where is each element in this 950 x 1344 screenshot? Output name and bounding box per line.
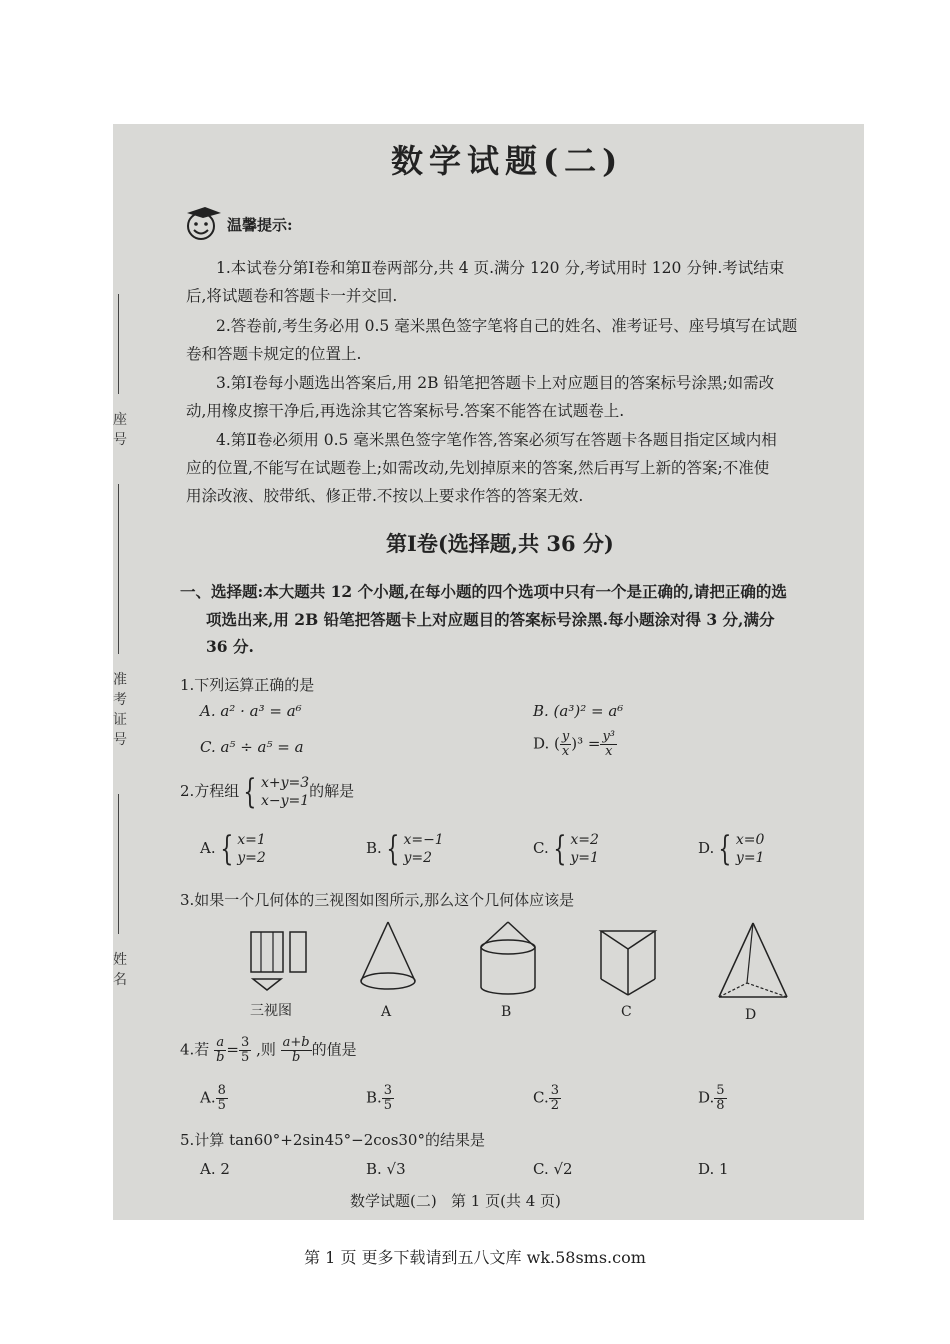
- fig-label-three-view: 三视图: [250, 1003, 292, 1019]
- instruction-4-line1: 4.第Ⅱ卷必须用 0.5 毫米黑色签字笔作答,答案必须写在答题卡各题目指定区域内相: [216, 431, 777, 449]
- q4-option-c: C. $\frac{3}{2}$: [533, 1083, 559, 1113]
- instruction-4-line2: 应的位置,不能写在试题卷上;如需改动,先划掉原来的答案,然后再写上新的答案;不准使: [186, 459, 770, 477]
- q2-option-a: A. { x=1 y=2: [200, 829, 266, 869]
- q1-d-frac2: $\frac{\text{y³}}{x}$: [602, 729, 616, 759]
- q2-brace: {: [243, 772, 257, 812]
- instruction-4-line3: 用涂改液、胶带纸、修正带.不按以上要求作答的答案无效.: [186, 487, 584, 505]
- side-label-seat: 座 号: [113, 412, 127, 448]
- q5-option-a: A. 2: [200, 1160, 230, 1178]
- q2-option-d: D. { x=0 y=1: [698, 829, 765, 869]
- q2-stem: [180, 774, 354, 810]
- exam-title: 数学试题(二): [391, 142, 624, 180]
- cone-figure: [353, 919, 423, 999]
- q4-option-d: D. $\frac{5}{8}$: [698, 1083, 725, 1113]
- q1-option-c: C. a⁵ ÷ a⁵ = a: [200, 738, 304, 756]
- q5-option-d: D. 1: [698, 1160, 729, 1178]
- q1-d-prefix: D. (: [533, 734, 560, 753]
- q4-option-b: B. $\frac{3}{5}$: [366, 1083, 393, 1113]
- q1-option-d: [533, 730, 617, 759]
- side-label-name: 姓 名: [113, 952, 127, 988]
- fig-label-d: D: [745, 1007, 757, 1023]
- fig-label-a: A: [381, 1004, 392, 1020]
- q2-stem-suffix: 的解是: [309, 782, 355, 800]
- prism-figure: [593, 919, 663, 999]
- exam-photo: [113, 124, 864, 1220]
- pyramid-figure: [715, 919, 795, 1004]
- q2-system: x+y=3 x−y=1: [260, 775, 310, 809]
- instruction-1-line1: 1.本试卷分第Ⅰ卷和第Ⅱ卷两部分,共 4 页.满分 120 分,考试用时 120 分钟.考试结束: [216, 259, 785, 277]
- part-intro-line3: 36 分.: [206, 637, 254, 656]
- q5-option-c: C. √2: [533, 1160, 573, 1178]
- three-view-figure: [243, 924, 313, 994]
- photo-footer: 数学试题(二) 第 1 页(共 4 页): [350, 1192, 561, 1210]
- section-title: 第Ⅰ卷(选择题,共 36 分): [386, 531, 614, 556]
- smiley-graduate-icon: [183, 204, 223, 244]
- page-footer: 第 1 页 更多下载请到五八文库 wk.58sms.com: [304, 1248, 646, 1267]
- q2-option-c: C. { x=2 y=1: [533, 829, 599, 869]
- q1-d-mid: )³ =: [571, 734, 601, 753]
- q5-stem: 5.计算 tan60°+2sin45°−2cos30°的结果是: [180, 1131, 485, 1149]
- q1-stem: 1.下列运算正确的是: [180, 676, 315, 694]
- hint-label: 温馨提示:: [227, 216, 293, 234]
- binding-line: [118, 794, 119, 934]
- part-intro-line1: 一、选择题:本大题共 12 个小题,在每小题的四个选项中只有一个是正确的,请把正确的选: [180, 582, 787, 601]
- q4-stem: 4.若 $\frac{a}{b}$ = $\frac{3}{5}$ ,则 $\frac{a+b}{b}$ 的值是: [180, 1035, 357, 1065]
- q4-option-a: A. $\frac{8}{5}$: [200, 1083, 226, 1113]
- binding-line: [118, 484, 119, 654]
- fig-label-b: B: [501, 1004, 512, 1020]
- q2-option-b: B. { x=−1 y=2: [366, 829, 444, 869]
- q1-option-a: A. a² · a³ = a⁶: [200, 702, 302, 720]
- fig-label-c: C: [621, 1004, 632, 1020]
- q3-stem: 3.如果一个几何体的三视图如图所示,那么这个几何体应该是: [180, 891, 575, 909]
- instruction-3-line1: 3.第Ⅰ卷每小题选出答案后,用 2B 铅笔把答题卡上对应题目的答案标号涂黑;如需改: [216, 374, 775, 392]
- q5-option-b: B. √3: [366, 1160, 406, 1178]
- instruction-3-line2: 动,用橡皮擦干净后,再选涂其它答案标号.答案不能答在试题卷上.: [186, 402, 625, 420]
- side-label-exam-id: 准 考 证 号: [113, 672, 127, 748]
- instruction-1-line2: 后,将试题卷和答题卡一并交回.: [186, 287, 398, 305]
- q1-option-b: B. (a³)² = a⁶: [533, 702, 624, 720]
- instruction-2-line1: 2.答卷前,考生务必用 0.5 毫米黑色签字笔将自己的姓名、准考证号、座号填写在试题: [216, 317, 798, 335]
- q2-stem-prefix: 2.方程组: [180, 782, 240, 800]
- binding-line: [118, 294, 119, 394]
- q1-d-frac1: $\frac{y}{x}$: [561, 729, 570, 759]
- part-intro-line2: 项选出来,用 2B 铅笔把答题卡上对应题目的答案标号涂黑.每小题涂对得 3 分,满分: [206, 610, 775, 629]
- instruction-2-line2: 卷和答题卡规定的位置上.: [186, 345, 362, 363]
- cylinder-cone-figure: [473, 919, 543, 999]
